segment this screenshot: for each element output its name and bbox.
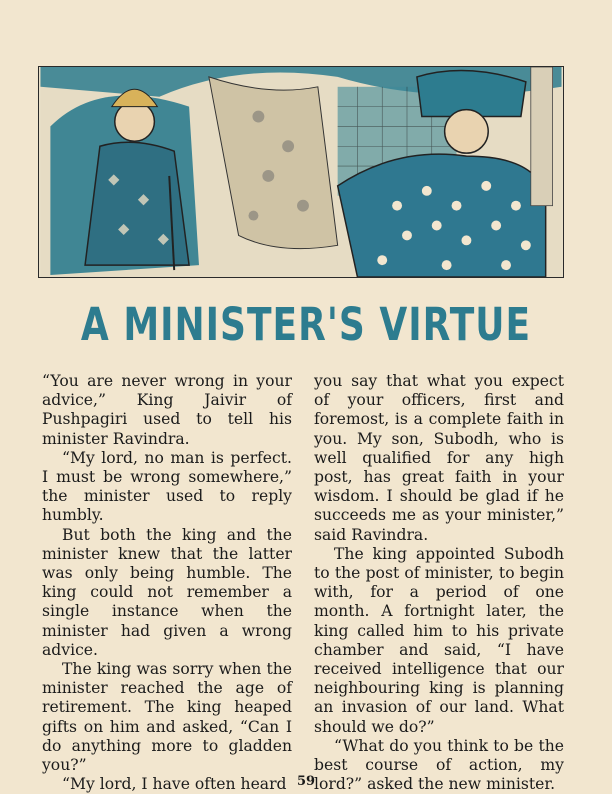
left-column — [42, 372, 292, 794]
paragraph: you say that what you expect of your officers, first and foremost, is a complete faith in you. My son, Subodh, who is well qualified for any high post, has great faith in your wisdom. I should be glad if he succeeds me as your minister,” said Ravindra. — [314, 372, 564, 544]
paragraph: But both the king and the minister knew that the latter was only being humble. The king could not remember a single instance when the minister had given a wrong advice. — [42, 525, 292, 659]
paragraph: “My lord, I have often heard — [62, 775, 287, 794]
right-column — [314, 372, 564, 794]
paragraph: “My lord, no man is perfect. I must be wrong somewhere,” the minister used to reply humbly. — [42, 448, 292, 525]
story-title: A MINISTER'S VIRTUE — [80, 300, 532, 352]
paragraph: The king was sorry when the minister reached the age of retirement. The king heaped gifts on him and asked, “Can I do anything more to gladden you?” — [42, 660, 292, 775]
paragraph: “What do you think to be the best course of action, my lord?” asked the new minister. — [314, 736, 564, 794]
paragraph: The king appointed Subodh to the post of minister, to begin with, for a period of one month. A fortnight later, the king called him to his private chamber and said, “I have received intelligence that our neighbouring king is planning an invasion of our land. What should we do?” — [314, 544, 564, 736]
page-number: 59 — [296, 774, 316, 789]
king-and-minister-illustration-icon — [39, 67, 563, 277]
paragraph: “You are never wrong in your advice,” King Jaivir of Pushpagiri used to tell his minister Ravindra. — [42, 372, 292, 448]
story-illustration — [38, 66, 564, 278]
